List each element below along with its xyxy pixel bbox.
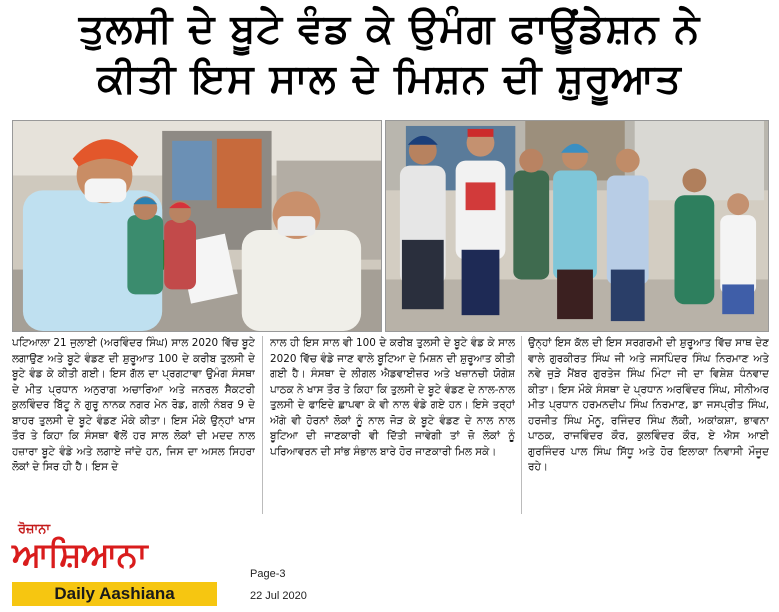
logo-english-name: Daily Aashiana [12, 582, 217, 606]
photo-right [385, 120, 769, 332]
page-number: Page-3 [250, 568, 286, 580]
newspaper-logo [12, 522, 217, 608]
article-body [12, 336, 769, 518]
column-divider [521, 336, 522, 514]
headline [0, 4, 779, 104]
headline-line-2: ਕੀਤੀ ਇਸ ਸਾਲ ਦੇ ਮਿਸ਼ਨ ਦੀ ਸ਼ੁਰੂਆਤ [97, 56, 682, 102]
photo-right-image [386, 121, 768, 331]
publish-date: 22 Jul 2020 [250, 590, 307, 602]
column-divider [262, 336, 263, 514]
photo-left [12, 120, 382, 332]
headline-line-1: ਤੁਲਸੀ ਦੇ ਬੂਟੇ ਵੰਡ ਕੇ ਉਮੰਗ ਫਾਊਂਡੇਸ਼ਨ ਨੇ [78, 6, 701, 52]
logo-top-word: ਰੋਜ਼ਾਨਾ [18, 522, 51, 537]
photo-left-image [13, 121, 381, 331]
article-column-2: ਨਾਲ ਹੀ ਇਸ ਸਾਲ ਵੀ 100 ਦੇ ਕਰੀਬ ਤੁਲਸੀ ਦੇ ਬੂਟੇ ਵੰਡ ਕੇ ਸਾਲ 2020 ਵਿੱਚ ਵੰਡੇ ਜਾਣ ਵਾਲੇ ਬੂਟਿਆ ਦੇ ਮਿਸ਼ਨ ਦੀ ਸ਼ੁਰੂਆਤ ਕੀਤੀ ਗਈ ਹੈ। ਸੰਸਥਾ ਦੇ ਲੀਗਲ ਐਡਵਾਈਜ਼ਰ ਅਤੇ ਖਜ਼ਾਨਚੀ ਯੋਗੇਸ਼ ਪਾਠਕ ਨੇ ਖਾਸ ਤੌਰ ਤੇ ਕਿਹਾ ਕਿ ਤੁਲਸੀ ਦੇ ਬੂਟੇ ਵੰਡਣ ਦੇ ਨਾਲ-ਨਾਲ ਤੁਲਸੀ ਦੇ ਫਾਇਦੇ ਛਾਪਵਾ ਕੇ ਵੀ ਨਾਲ ਵੰਡੇ ਗਏ ਹਨ। ਇਸੇ ਤਰ੍ਹਾਂ ਅੱਗੇ ਵੀ ਹੋਰਨਾਂ ਲੋਕਾਂ ਨੂੰ ਨਾਲ ਜੋੜ ਕੇ ਬੂਟੇ ਵੰਡਣ ਦੇ ਨਾਲ ਨਾਲ ਬੂਟਿਆ ਦੀ ਜਾਣਕਾਰੀ ਵੀ ਦਿੱਤੀ ਜਾਵੇਗੀ ਤਾਂ ਜ਼ੋ ਲੋਕਾਂ ਨੂੰ ਪਰਿਆਵਰਨ ਦੀ ਸਾਂਭ ਸੰਭਾਲ ਬਾਰੇ ਹੋਰ ਜਾਣਕਾਰੀ ਮਿਲ ਸਕੇ। [270, 337, 515, 458]
article-column-1: ਪਟਿਆਲਾ 21 ਜੁਲਾਈ (ਅਰਵਿੰਦਰ ਸਿੰਘ) ਸਾਲ 2020 ਵਿੱਚ ਬੂਟੇ ਲਗਾਉਣ ਅਤੇ ਬੂਟੇ ਵੰਡਣ ਦੀ ਸ਼ੁਰੂਆਤ 100 ਦੇ ਕਰੀਬ ਤੁਲਸੀ ਦੇ ਬੂਟੇ ਵੰਡ ਕੇ ਕੀਤੀ ਗਈ। ਇਸ ਗੱਲ ਦਾ ਪ੍ਰਗਟਾਵਾ ਉਮੰਗ ਸੰਸਥਾ ਦੇ ਮੀਤ ਪ੍ਰਧਾਨ ਅਨੁਰਾਗ ਅਚਾਰਿਆ ਅਤੇ ਜਨਰਲ ਸੈਕਟਰੀ ਕੁਲਵਿੰਦਰ ਬਿੱਟੂ ਨੇ ਗੁਰੂ ਨਾਨਕ ਨਗਰ ਮੇਨ ਰੋਡ, ਗਲੀ ਨੰਬਰ 9 ਦੇ ਬਾਹਰ ਤੁਲਸੀ ਦੇ ਬੂਟੇ ਵੰਡਣ ਮੌਕੇ ਕੀਤਾ। ਇਸ ਮੌਕੇ ਉਨ੍ਹਾਂ ਖਾਸ ਤੌਰ ਤੇ ਕਿਹਾ ਕਿ ਸੰਸਥਾ ਵੱਲੋਂ ਹਰ ਸਾਲ ਲੋਕਾਂ ਦੀ ਮਦਦ ਨਾਲ ਹਜ਼ਾਰਾ ਬੂਟੇ ਵੰਡੇ ਅਤੇ ਲਗਾਏ ਜਾਂਦੇ ਹਨ, ਜਿਸ ਦਾ ਅਸਲ ਸਿਹਰਾ ਲੋਕਾਂ ਦੇ ਸਿਰ ਹੀ ਹੈ। ਇਸ ਦੇ [12, 337, 255, 473]
logo-brand-name: ਆਸ਼ਿਆਨਾ [12, 535, 147, 575]
article-column-3: ਉਨ੍ਹਾਂ ਇਸ ਕੱਲ ਦੀ ਇਸ ਸਰਗਰਮੀ ਦੀ ਸ਼ੁਰੂਆਤ ਵਿੱਚ ਸਾਥ ਦੇਣ ਵਾਲੇ ਗੁਰਕੀਰਤ ਸਿੰਘ ਜੀ ਅਤੇ ਜਸਪਿੰਦਰ ਸਿੰਘ ਨਿਰਮਾਣ ਅਤੇ ਨਵੇ ਜੁੜੇ ਮੈਂਬਰ ਗੁਰਤੇਜ ਸਿੰਘ ਮਿੰਟਾ ਜੀ ਦਾ ਵਿਸ਼ੇਸ਼ ਧੰਨਵਾਦ ਕੀਤਾ। ਇਸ ਮੌਕੇ ਸੰਸਥਾ ਦੇ ਪ੍ਰਧਾਨ ਅਰਵਿੰਦਰ ਸਿੰਘ, ਸੀਨੀਅਰ ਮੀਤ ਪ੍ਰਧਾਨ ਹਰਮਨਦੀਪ ਸਿੰਘ ਨਿਰਮਾਣ, ਡਾ ਜਸਪ੍ਰੀਤ ਸਿੰਘ, ਹਰਜੀਤ ਸਿੰਘ ਮੋਨੂ, ਰਜਿੰਦਰ ਸਿੰਘ ਲੱਕੀ, ਅਕਾਂਕਸ਼ਾ, ਭਾਵਨਾ ਪਾਠਕ, ਰਾਜਵਿੰਦਰ ਕੌਰ, ਕੁਲਵਿੰਦਰ ਕੌਰ, ਏ ਐਸ ਆਈ ਗੁਰਜਿੰਦਰ ਪਾਲ ਸਿੰਘ ਸਿੱਧੂ ਅਤੇ ਹੋਰ ਇਲਾਕਾ ਨਿਵਾਸੀ ਮੌਜੂਦ ਰਹੇ। [528, 337, 769, 473]
